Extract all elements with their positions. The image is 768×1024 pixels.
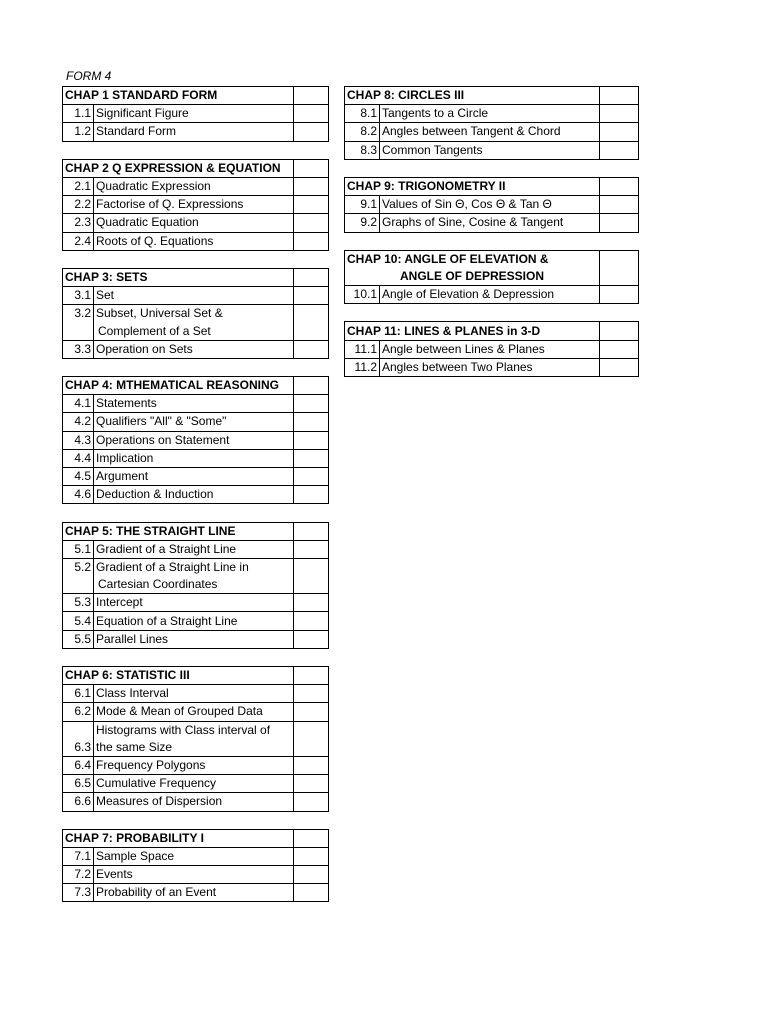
checkbox-cell[interactable] [600,358,639,376]
spacer-row [63,504,329,522]
topic-number: 1.1 [63,105,94,123]
topic-title: Qualifiers "All" & "Some" [94,413,294,431]
topic-number: 6.6 [63,793,94,811]
topic-title: Implication [94,449,294,467]
topic-number: 3.3 [63,340,94,358]
topic-number: 1.2 [63,123,94,141]
topic-row [63,756,329,774]
checkbox-cell[interactable] [294,159,329,177]
topic-title: Probability of an Event [94,884,294,902]
left-syllabus-table [62,86,329,902]
topic-row [63,177,329,195]
chapter-heading: CHAP 4: MTHEMATICAL REASONING [63,377,294,395]
spacer-cell [345,159,639,177]
topic-title: the same Size [94,739,294,757]
checkbox-cell[interactable] [600,340,639,358]
topic-row [63,793,329,811]
checkbox-cell[interactable] [294,522,329,540]
topic-number: 8.2 [345,123,380,141]
spacer-row [63,250,329,268]
checkbox-cell[interactable] [294,847,329,865]
topic-title: Frequency Polygons [94,756,294,774]
checkbox-cell[interactable] [294,214,329,232]
topic-row [63,340,329,358]
spacer-row [345,304,639,322]
topic-title: Complement of a Set [94,322,294,340]
topic-number: 5.1 [63,540,94,558]
topic-number: 8.1 [345,105,380,123]
topic-number: 10.1 [345,286,380,304]
checkbox-cell[interactable] [294,232,329,250]
spacer-row [63,141,329,159]
checkbox-cell[interactable] [294,540,329,558]
topic-row [63,721,329,739]
chapter-heading-row [63,829,329,847]
chapter-heading-row [345,250,639,268]
topic-row [345,105,639,123]
topic-number: 6.4 [63,756,94,774]
topic-row [63,431,329,449]
chapter-heading: CHAP 9: TRIGONOMETRY II [345,177,600,195]
chapter-heading-row [345,177,639,195]
topic-title: Cartesian Coordinates [94,576,294,594]
topic-number: 9.2 [345,214,380,232]
chapter-heading: CHAP 11: LINES & PLANES in 3-D [345,322,600,340]
topic-row [63,775,329,793]
topic-row [63,847,329,865]
topic-number: 7.2 [63,866,94,884]
topic-title: Roots of Q. Equations [94,232,294,250]
checkbox-cell[interactable] [294,340,329,358]
checkbox-cell[interactable] [294,377,329,395]
topic-number: 4.3 [63,431,94,449]
topic-number: 4.6 [63,486,94,504]
topic-row [345,123,639,141]
checkbox-cell[interactable] [294,87,329,105]
topic-row [63,196,329,214]
topic-row [63,612,329,630]
chapter-heading-row [63,667,329,685]
topic-title: Angle between Lines & Planes [380,340,600,358]
chapter-heading: CHAP 5: THE STRAIGHT LINE [63,522,294,540]
spacer-cell [345,232,639,250]
topic-title: Measures of Dispersion [94,793,294,811]
topic-row [63,322,329,340]
topic-number: 5.3 [63,594,94,612]
topic-row [63,395,329,413]
topic-number: 4.5 [63,467,94,485]
topic-title: Operations on Statement [94,431,294,449]
topic-title: Angles between Tangent & Chord [380,123,600,141]
spacer-row [63,811,329,829]
topic-title: Gradient of a Straight Line [94,540,294,558]
topic-title: Quadratic Expression [94,177,294,195]
checkbox-cell[interactable] [294,413,329,431]
topic-title: Intercept [94,594,294,612]
chapter-heading-row [345,87,639,105]
chapter-heading-row [345,268,639,286]
checkbox-cell[interactable] [294,703,329,721]
spacer-cell [63,504,329,522]
topic-title: Class Interval [94,685,294,703]
topic-row [63,413,329,431]
checkbox-cell[interactable] [294,196,329,214]
topic-title: Graphs of Sine, Cosine & Tangent [380,214,600,232]
checkbox-cell[interactable] [600,322,639,340]
checkbox-cell[interactable] [294,395,329,413]
checkbox-cell[interactable] [294,431,329,449]
topic-number: 5.4 [63,612,94,630]
checkbox-cell[interactable] [294,630,329,648]
topic-row [63,287,329,305]
checkbox-cell[interactable] [294,884,329,902]
topic-title: Gradient of a Straight Line in [94,558,294,576]
topic-title: Quadratic Equation [94,214,294,232]
chapter-heading: ANGLE OF DEPRESSION [345,268,600,286]
topic-title: Mode & Mean of Grouped Data [94,703,294,721]
checkbox-cell[interactable] [294,775,329,793]
topic-row [63,703,329,721]
spacer-cell [63,141,329,159]
topic-number: 6.5 [63,775,94,793]
spacer-cell [63,250,329,268]
topic-number: 4.2 [63,413,94,431]
topic-number: 2.1 [63,177,94,195]
checkbox-cell[interactable] [294,756,329,774]
topic-number: 4.4 [63,449,94,467]
chapter-heading: CHAP 2 Q EXPRESSION & EQUATION [63,159,294,177]
topic-row [345,358,639,376]
topic-row [63,214,329,232]
topic-title: Deduction & Induction [94,486,294,504]
topic-number: 11.2 [345,358,380,376]
topic-number: 7.3 [63,884,94,902]
right-syllabus-table [344,86,639,377]
chapter-heading-row [63,377,329,395]
checkbox-cell[interactable] [294,667,329,685]
chapter-heading: CHAP 10: ANGLE OF ELEVATION & [345,250,600,268]
topic-title: Operation on Sets [94,340,294,358]
topic-number: 11.1 [345,340,380,358]
topic-row [63,739,329,757]
topic-row [63,685,329,703]
topic-row [63,486,329,504]
topic-number: 2.3 [63,214,94,232]
topic-title: Angles between Two Planes [380,358,600,376]
spacer-row [345,159,639,177]
topic-row [63,540,329,558]
topic-row [63,105,329,123]
topic-row [63,576,329,594]
checkbox-cell[interactable] [294,177,329,195]
spacer-cell [345,304,639,322]
checkbox-cell[interactable] [294,449,329,467]
topic-row [63,594,329,612]
topic-title: Tangents to a Circle [380,105,600,123]
topic-number: 6.1 [63,685,94,703]
topic-title: Histograms with Class interval of [94,721,294,739]
chapter-heading-row [63,522,329,540]
topic-number: 4.1 [63,395,94,413]
checkbox-cell[interactable] [294,594,329,612]
topic-row [63,232,329,250]
chapter-heading: CHAP 8: CIRCLES III [345,87,600,105]
topic-title: Factorise of Q. Expressions [94,196,294,214]
topic-row [345,196,639,214]
spacer-cell [63,648,329,666]
topic-row [63,630,329,648]
chapter-heading: CHAP 6: STATISTIC III [63,667,294,685]
checkbox-cell[interactable] [294,467,329,485]
checkbox-cell[interactable] [294,721,329,756]
topic-number: 8.3 [345,141,380,159]
topic-title: Angle of Elevation & Depression [380,286,600,304]
topic-title: Values of Sin Θ, Cos Θ & Tan Θ [380,196,600,214]
topic-title: Subset, Universal Set & [94,305,294,323]
topic-number: 3.2 [63,305,94,340]
topic-number: 5.5 [63,630,94,648]
page-title: FORM 4 [66,69,112,83]
topic-number: 3.1 [63,287,94,305]
spacer-row [63,648,329,666]
topic-number: 9.1 [345,196,380,214]
checkbox-cell[interactable] [294,287,329,305]
topic-title: Parallel Lines [94,630,294,648]
chapter-heading-row [345,322,639,340]
chapter-heading-row [63,159,329,177]
checkbox-cell[interactable] [600,177,639,195]
topic-title: Equation of a Straight Line [94,612,294,630]
checkbox-cell[interactable] [294,793,329,811]
topic-number: 2.4 [63,232,94,250]
topic-title: Standard Form [94,123,294,141]
spacer-cell [63,358,329,376]
topic-row [345,141,639,159]
checkbox-cell[interactable] [294,612,329,630]
checkbox-cell[interactable] [294,305,329,340]
checkbox-cell[interactable] [294,866,329,884]
checkbox-cell[interactable] [600,214,639,232]
checkbox-cell[interactable] [294,486,329,504]
checkbox-cell[interactable] [600,250,639,285]
spacer-row [63,358,329,376]
topic-row [63,558,329,576]
checkbox-cell[interactable] [294,685,329,703]
checkbox-cell[interactable] [600,87,639,105]
checkbox-cell[interactable] [600,105,639,123]
chapter-heading: CHAP 1 STANDARD FORM [63,87,294,105]
topic-row [63,866,329,884]
checkbox-cell[interactable] [600,286,639,304]
topic-row [63,123,329,141]
checkbox-cell[interactable] [294,558,329,593]
checkbox-cell[interactable] [294,123,329,141]
topic-title: Events [94,866,294,884]
topic-row [63,305,329,323]
topic-number: 7.1 [63,847,94,865]
spacer-cell [63,811,329,829]
topic-title: Cumulative Frequency [94,775,294,793]
topic-title: Set [94,287,294,305]
checkbox-cell[interactable] [600,141,639,159]
topic-title: Argument [94,467,294,485]
topic-title: Statements [94,395,294,413]
topic-number: 5.2 [63,558,94,593]
topic-row [63,467,329,485]
topic-row [63,449,329,467]
topic-row [345,340,639,358]
topic-number: 6.3 [63,721,94,756]
topic-row [345,214,639,232]
chapter-heading-row [63,268,329,286]
topic-number: 6.2 [63,703,94,721]
topic-title: Common Tangents [380,141,600,159]
checkbox-cell[interactable] [294,268,329,286]
checkbox-cell[interactable] [294,105,329,123]
checkbox-cell[interactable] [294,829,329,847]
spacer-row [345,232,639,250]
checkbox-cell[interactable] [600,196,639,214]
chapter-heading: CHAP 7: PROBABILITY I [63,829,294,847]
topic-row [345,286,639,304]
topic-row [63,884,329,902]
chapter-heading-row [63,87,329,105]
checkbox-cell[interactable] [600,123,639,141]
topic-title: Significant Figure [94,105,294,123]
chapter-heading: CHAP 3: SETS [63,268,294,286]
topic-title: Sample Space [94,847,294,865]
topic-number: 2.2 [63,196,94,214]
